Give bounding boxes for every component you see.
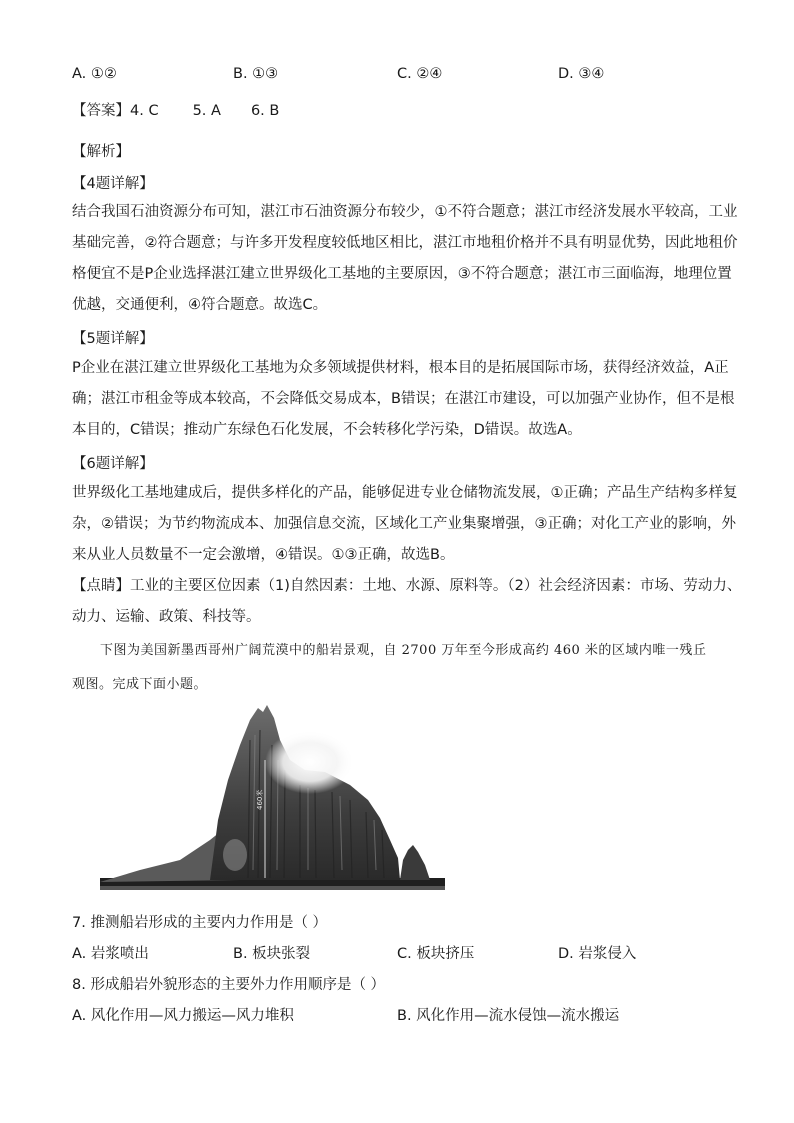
figure-intro xyxy=(72,634,730,702)
q4-line-4: 优越，交通便利，④符合题意。故选C。 xyxy=(72,297,328,313)
answer-line xyxy=(72,99,279,120)
q7-option-c[interactable]: C. 板块挤压 xyxy=(397,946,475,962)
q8-stem: 8. 形成船岩外貌形态的主要外力作用顺序是（ ） xyxy=(72,977,386,993)
tip-line-2: 动力、运输、政策、科技等。 xyxy=(72,609,261,625)
ship-rock-photo xyxy=(100,700,445,900)
prev-options-row xyxy=(0,66,794,86)
answer-item-5: 5. A xyxy=(192,103,221,119)
q5-heading: 【5题详解】 xyxy=(72,331,154,347)
answer-item-6: 6. B xyxy=(250,103,280,119)
q7-options xyxy=(0,942,794,962)
q4-explanation xyxy=(72,197,738,321)
q4-line-1: 结合我国石油资源分布可知，湛江市石油资源分布较少，①不符合题意；湛江市经济发展水平较高，工业 xyxy=(72,204,738,220)
q5-line-2: 确；湛江市租金等成本较高，不会降低交易成本，B错误；在湛江市建设，可以加强产业协作，但不是根 xyxy=(72,391,735,407)
q7-option-b[interactable]: B. 板块张裂 xyxy=(233,946,311,962)
q7-stem: 7. 推测船岩形成的主要内力作用是（ ） xyxy=(72,915,328,931)
q8-options xyxy=(0,1004,794,1024)
q5-line-1: P企业在湛江建立世界级化工基地为众多领域提供材料，根本目的是拓展国际市场，获得经济效益，A正 xyxy=(72,360,729,376)
prev-option-a: A. ①② xyxy=(72,66,117,82)
q6-heading: 【6题详解】 xyxy=(72,456,154,472)
intro-line-2: 观图。完成下面小题。 xyxy=(72,677,208,692)
q6-line-1: 世界级化工基地建成后，提供多样化的产品，能够促进专业仓储物流发展，①正确；产品生产结构多样复 xyxy=(72,485,738,501)
q6-line-3: 来从业人员数量不一定会激增，④错误。①③正确，故选B。 xyxy=(72,547,455,563)
q6-explanation xyxy=(72,478,738,571)
tip-line-1: 【点睛】工业的主要区位因素（1)自然因素：土地、水源、原料等。（2）社会经济因素：市场、劳动力、 xyxy=(72,578,742,594)
tip-block xyxy=(72,571,742,633)
q5-explanation xyxy=(72,353,735,446)
q6-line-2: 杂，②错误；为节约物流成本、加强信息交流，区域化工产业集聚增强，③正确；对化工产业的影响，外 xyxy=(72,516,736,532)
intro-line-1: 下图为美国新墨西哥州广阔荒漠中的船岩景观，自 2700 万年至今形成高约 460 米的区域内唯一残丘 xyxy=(100,643,707,658)
q7-option-d[interactable]: D. 岩浆侵入 xyxy=(558,946,637,962)
q8-option-b[interactable]: B. 风化作用—流水侵蚀—流水搬运 xyxy=(397,1008,620,1024)
answer-item-4: 4. C xyxy=(130,103,159,119)
scale-label: 460米 xyxy=(256,789,264,810)
prev-option-b: B. ①③ xyxy=(233,66,279,82)
q7-option-a[interactable]: A. 岩浆喷出 xyxy=(72,946,149,962)
prev-option-c: C. ②④ xyxy=(397,66,443,82)
answer-label: 【答案】 xyxy=(72,103,130,119)
q5-line-3: 本目的，C错误；推动广东绿色石化发展，不会转移化学污染，D错误。故选A。 xyxy=(72,422,582,438)
prev-option-d: D. ③④ xyxy=(558,66,605,82)
q8-option-a[interactable]: A. 风化作用—风力搬运—风力堆积 xyxy=(72,1008,294,1024)
analysis-heading: 【解析】 xyxy=(72,144,130,160)
ship-rock-illustration xyxy=(100,700,445,900)
q4-line-3: 格便宜不是P企业选择湛江建立世界级化工基地的主要原因，③不符合题意；湛江市三面临海，地理位置 xyxy=(72,266,732,282)
q4-line-2: 基础完善，②符合题意；与许多开发程度较低地区相比，湛江市地租价格并不具有明显优势，因此地租价 xyxy=(72,235,738,251)
q4-heading: 【4题详解】 xyxy=(72,176,154,192)
